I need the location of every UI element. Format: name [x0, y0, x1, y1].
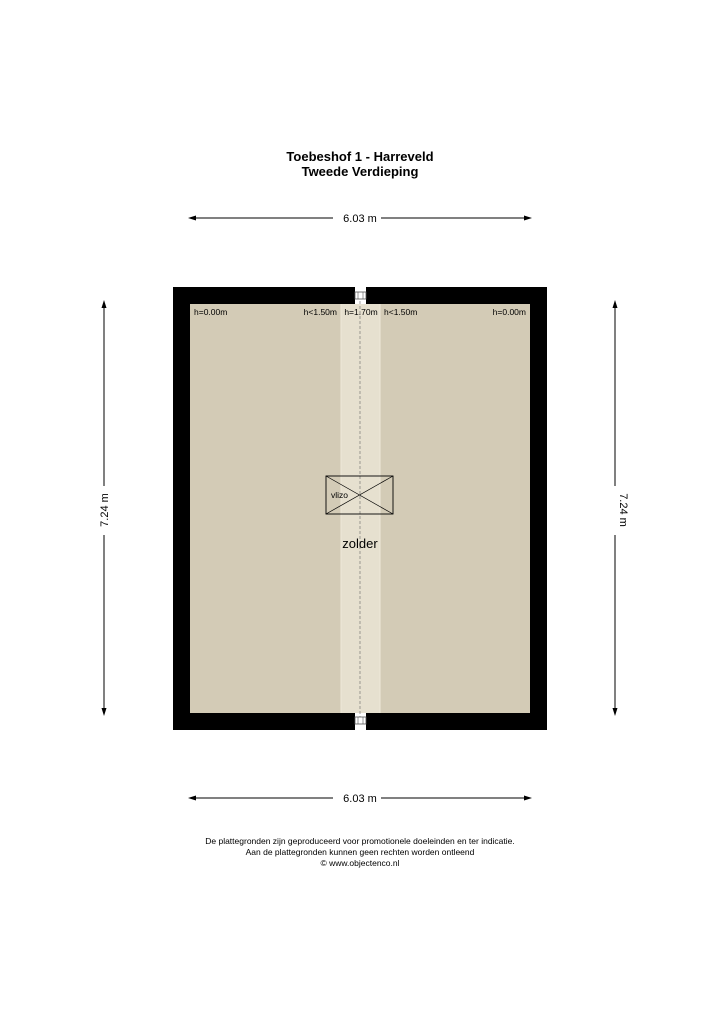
top-dimension — [188, 213, 532, 225]
bottom-vent — [355, 717, 366, 724]
full-height-zone — [341, 304, 380, 713]
bottom-dimension-label: 6.03 m — [343, 793, 377, 805]
disclaimer-line-1: De plattegronden zijn geproduceerd voor promotionele doeleinden en ter indicatie. — [205, 836, 515, 846]
right-dimension — [613, 300, 630, 716]
bottom-dimension — [188, 793, 532, 805]
left-dimension-label: 7.24 m — [99, 493, 111, 527]
right-dimension-label: 7.24 m — [617, 493, 629, 527]
height-label-left-edge: h=0.00m — [194, 307, 228, 317]
height-label-right-inner: h<1.50m — [384, 307, 418, 317]
plan-title: Toebeshof 1 - Harreveld — [286, 149, 434, 164]
height-label-center: h=1.70m — [344, 307, 378, 317]
left-dimension — [99, 300, 111, 716]
room-label: zolder — [342, 536, 378, 551]
hatch-label: vlizo — [331, 490, 349, 500]
floor-name: Tweede Verdieping — [301, 164, 419, 179]
copyright-line: © www.objectenco.nl — [320, 858, 400, 868]
top-dimension-label: 6.03 m — [343, 213, 377, 225]
top-vent — [355, 292, 366, 299]
height-label-right-edge: h=0.00m — [492, 307, 526, 317]
height-label-left-inner: h<1.50m — [303, 307, 337, 317]
disclaimer-line-2: Aan de plattegronden kunnen geen rechten worden ontleend — [245, 847, 475, 857]
